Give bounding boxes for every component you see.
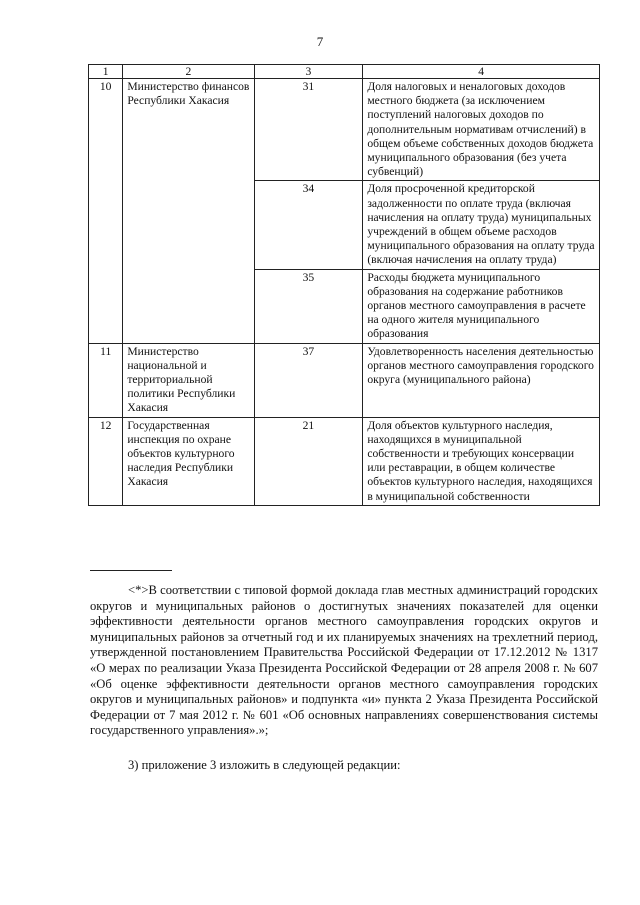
list-item-3: 3) приложение 3 изложить в следующей редакции:	[128, 758, 401, 772]
row-organization: Министерство финансов Республики Хакасия	[123, 79, 254, 344]
indicator-code: 37	[254, 343, 363, 417]
indicator-code: 31	[254, 79, 363, 181]
header-col-3: 3	[254, 65, 363, 79]
indicator-text: Удовлетворенность населения деятельностью органов местного самоуправления городского округа (муниципального района)	[363, 343, 600, 417]
indicator-text: Доля объектов культурного наследия, находящихся в муниципальной собственности и требующих консервации или реставрации, в общем количестве объектов культурного наследия, находящихся в муниципальной собственности	[363, 417, 600, 505]
header-col-4: 4	[363, 65, 600, 79]
indicator-code: 35	[254, 269, 363, 343]
footnote: <*>В соответствии с типовой формой доклада глав местных администраций городских округов и муниципальных районов о достигнутых значениях показателей для оценки эффективности деятельности органов местного самоуправления городских округов и муниципальных районов за отчетный год и их планируемых значениях на трехлетний период, утвержденной постановлением Правительства Российской Федерации от 17.12.2012 № 1317 «О мерах по реализации Указа Президента Российской Федерации от 28 апреля 2008 г. № 607 «Об оценке эффективности деятельности органов местного самоуправления городских округов и муниципальных районов» и подпункта «и» пункта 2 Указа Президента Российской Федерации от 7 мая 2012 г. № 601 «Об основных направлениях совершенствования системы государственного управления».»;	[90, 583, 598, 738]
indicator-text: Расходы бюджета муниципального образования на содержание работников органов местного самоуправления в расчете на одного жителя муниципального образования	[363, 269, 600, 343]
table-row	[89, 417, 600, 505]
row-organization: Министерство национальной и территориальной политики Республики Хакасия	[123, 343, 254, 417]
indicators-table	[88, 64, 600, 506]
table-row	[89, 79, 600, 181]
table-header-row	[89, 65, 600, 79]
indicator-text: Доля просроченной кредиторской задолженности по оплате труда (включая начисления на оплату труда) муниципальных учреждений в общем объеме расходов муниципального образования на оплату труда (включая начисления на оплату труда)	[363, 181, 600, 269]
row-organization: Государственная инспекция по охране объектов культурного наследия Республики Хакасия	[123, 417, 254, 505]
indicator-text: Доля налоговых и неналоговых доходов местного бюджета (за исключением поступлений налоговых доходов по дополнительным нормативам отчислений) в общем объеме собственных доходов бюджета муниципального образования (без учета субвенций)	[363, 79, 600, 181]
row-number: 10	[89, 79, 123, 344]
indicator-code: 34	[254, 181, 363, 269]
footnote-separator	[90, 570, 172, 571]
header-col-1: 1	[89, 65, 123, 79]
page-number: 7	[316, 34, 324, 49]
indicator-code: 21	[254, 417, 363, 505]
header-col-2: 2	[123, 65, 254, 79]
row-number: 11	[89, 343, 123, 417]
row-number: 12	[89, 417, 123, 505]
table-row	[89, 343, 600, 417]
